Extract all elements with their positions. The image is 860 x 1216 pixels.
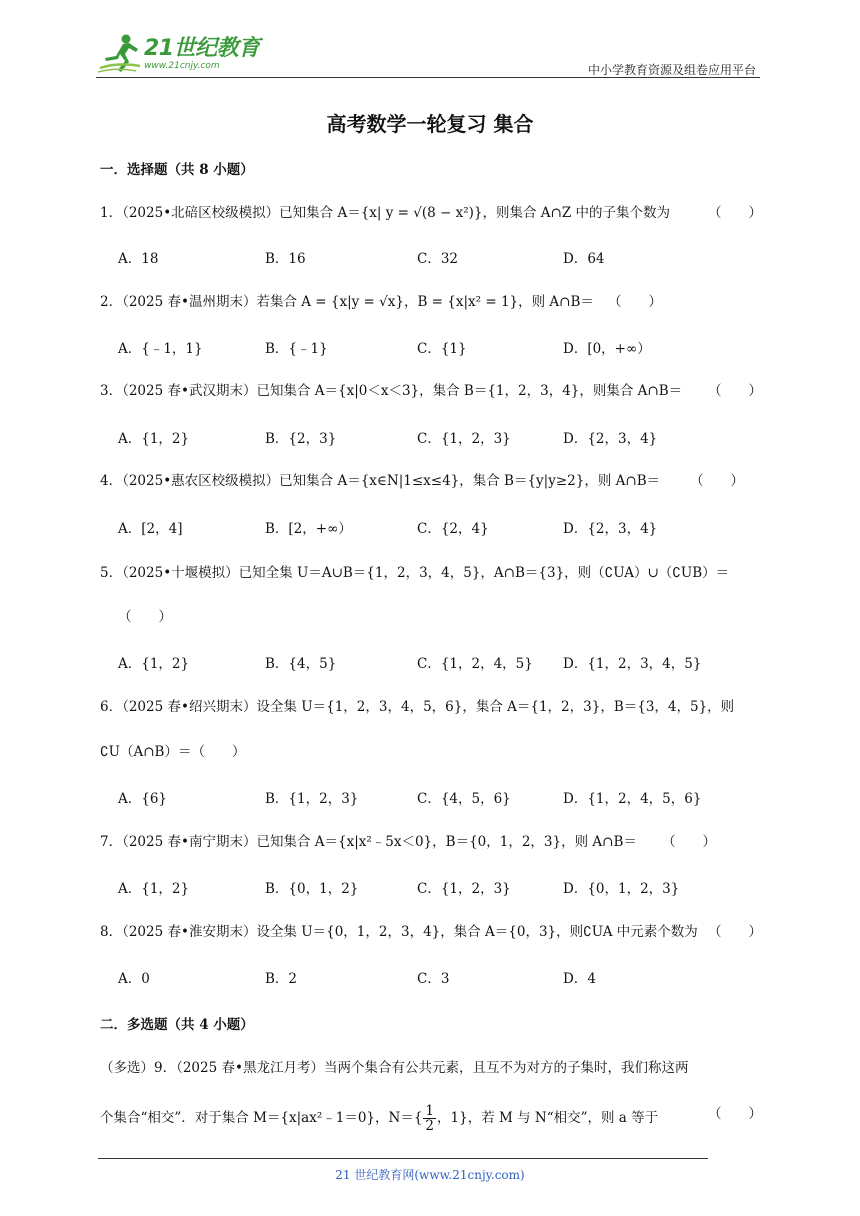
question-stem: 7．（2025 春•南宁期末）已知集合 A＝{x|x²﹣5x＜0}，B＝{0，1，2，3}，则 A∩B＝ [100,834,637,850]
question-6 [100,697,762,717]
section-heading-choice: 一．选择题（共 8 小题） [100,162,254,178]
option-d: D．{2，3，4} [563,521,658,537]
option-b: B．2 [265,971,298,987]
fraction-numerator: 1 [425,1103,435,1119]
question-9 [100,1058,762,1078]
answer-blank: （ ） [608,294,662,310]
question-stem: 6．（2025 春•绍兴期末）设全集 U＝{1，2，3，4，5，6}，集合 A＝{1，2，3}，B＝{3，4，5}，则 [100,699,735,715]
question-6-cont [100,742,762,762]
logo [96,32,260,76]
question-1 [100,203,762,223]
question-stem: 2．（2025 春•温州期末）若集合 A = {x|y = √x}，B = {x|x² = 1}，则 A∩B＝ [100,294,594,310]
options-5 [118,652,758,672]
option-a: A．18 [118,251,159,267]
header-divider [96,77,760,78]
question-stem: 1．（2025•北碚区校级模拟）已知集合 A＝{x| y = √(8 − x²)}，则集合 A∩Z 中的子集个数为 [100,205,671,221]
question-5 [100,563,762,583]
options-4 [118,517,758,537]
option-d: D．[0，+∞） [563,341,651,357]
option-c: C．{1} [417,341,467,357]
question-stem: 8．（2025 春•淮安期末）设全集 U＝{0，1，2，3，4}，集合 A＝{0，3}，则∁UA 中元素个数为 [100,924,698,940]
question-stem: 5．（2025•十堰模拟）已知全集 U＝A∪B＝{1，2，3，4，5}，A∩B＝{3}，则（∁UA）∪（∁UB）＝ [100,565,730,581]
option-b: B．16 [265,251,306,267]
options-8 [118,967,758,987]
option-a: A．0 [118,971,150,987]
options-7 [118,877,758,897]
fraction [423,1104,436,1133]
question-8 [100,922,762,942]
option-d: D．{1，2，3，4，5} [563,656,702,672]
option-d: D．64 [563,251,605,267]
footer-link[interactable]: 21 世纪教育网(www.21cnjy.com) [335,1168,525,1182]
option-d: D．{1，2，4，5，6} [563,791,702,807]
option-a: A．{1，2} [118,656,190,672]
question-stem: （多选）9．（2025 春•黑龙江月考）当两个集合有公共元素，且互不为对方的子集时，我们称这两 [100,1060,689,1076]
option-a: A．{﹣1，1} [118,341,203,357]
question-7 [100,832,762,852]
answer-blank: （ ） [690,473,744,489]
option-b: B．[2，+∞） [265,521,352,537]
question-stem-cont2: ，1}，若 M 与 N“相交”，则 a 等于 [437,1110,659,1126]
fraction-denominator: 2 [425,1118,435,1134]
option-a: A．{1，2} [118,881,190,897]
option-b: B．{0，1，2} [265,881,359,897]
option-c: C．{2，4} [417,521,489,537]
footer-divider [98,1158,708,1159]
answer-blank: （ ） [662,834,716,850]
page-title: 高考数学一轮复习 集合 [326,112,534,136]
question-stem: 3．（2025 春•武汉期末）已知集合 A＝{x|0＜x＜3}，集合 B＝{1，2，3，4}，则集合 A∩B＝ [100,383,683,399]
question-2 [100,292,762,312]
answer-blank: （ ） [708,205,762,221]
option-c: C．{1，2，4，5} [417,656,533,672]
option-c: C．{4，5，6} [417,791,511,807]
question-3 [100,381,762,401]
option-c: C．3 [417,971,450,987]
option-c: C．32 [417,251,459,267]
platform-name: 中小学教育资源及组卷应用平台 [587,63,756,77]
answer-blank: （ ） [708,383,762,399]
option-a: A．[2，4] [118,521,183,537]
page-header [96,30,760,80]
answer-blank: （ ） [708,924,762,940]
option-b: B．{1，2，3} [265,791,359,807]
option-b: B．{4，5} [265,656,337,672]
section-heading-multi: 二．多选题（共 4 小题） [100,1017,254,1033]
answer-blank: （ ） [708,1106,762,1122]
option-a: A．{1，2} [118,431,190,447]
option-b: B．{2，3} [265,431,337,447]
options-3 [118,427,758,447]
answer-blank: （ ） [118,609,172,625]
question-stem-cont: ∁U（A∩B）＝（ ） [100,744,246,760]
options-6 [118,787,758,807]
options-2 [118,337,758,357]
option-d: D．{0，1，2，3} [563,881,680,897]
option-a: A．{6} [118,791,168,807]
runner-logo-icon [96,32,142,76]
logo-url: www.21cnjy.com [144,60,220,71]
question-stem-cont: 个集合“相交”．对于集合 M＝{x|ax²﹣1＝0}，N＝{ [100,1110,423,1126]
options-1 [118,247,758,267]
option-d: D．{2，3，4} [563,431,658,447]
option-c: C．{1，2，3} [417,881,511,897]
question-5-cont [118,607,780,627]
question-stem: 4．（2025•惠农区校级模拟）已知集合 A＝{x∈N|1≤x≤4}，集合 B＝{y|y≥2}，则 A∩B＝ [100,473,661,489]
question-4 [100,471,762,491]
option-d: D．4 [563,971,596,987]
logo-brand: 21世纪教育 [144,35,260,61]
option-b: B．{﹣1} [265,341,328,357]
question-9-cont [100,1104,762,1133]
option-c: C．{1，2，3} [417,431,511,447]
